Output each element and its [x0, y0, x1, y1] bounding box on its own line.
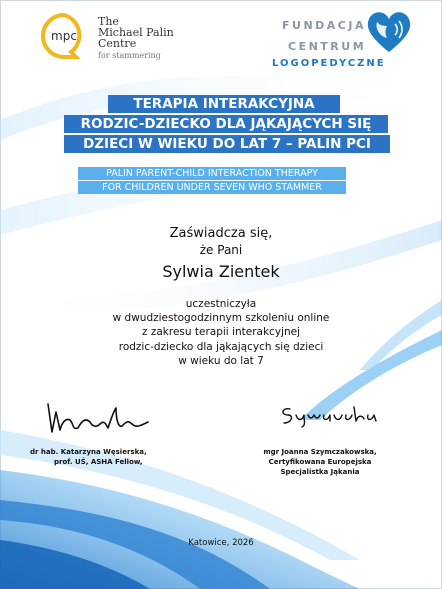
mpc-logo-mark: mpc	[51, 29, 77, 43]
body-line: rodzic-dziecko dla jąkających się dzieci	[118, 341, 324, 353]
signature-left	[44, 398, 154, 438]
foundation-word-logopedyczne: LOGOPEDYCZNE	[272, 58, 386, 69]
title-line-3: DZIECI W WIEKU DO LAT 7 – PALIN PCI	[64, 135, 390, 153]
mpc-line-michael-palin: Michael Palin	[98, 26, 174, 39]
mpc-logo-text	[98, 16, 174, 61]
place-and-date: Katowice, 2026	[188, 538, 254, 548]
signature-right	[276, 403, 386, 429]
title-line-2: RODZIC-DZIECKO DLA JĄKAJĄCYCH SIĘ	[64, 115, 388, 133]
signatory-right-caption	[250, 447, 390, 477]
foundation-word-fundacja: FUNDACJA	[282, 19, 366, 32]
body-line: z zakresu terapii interakcyjnej	[142, 326, 300, 338]
mpc-logo-icon	[40, 12, 88, 60]
mpc-line-the: The	[98, 15, 119, 28]
signatory-left-caption	[30, 447, 170, 467]
title-line-1: TERAPIA INTERAKCYJNA	[108, 95, 340, 113]
mpc-line-centre: Centre	[98, 37, 137, 50]
certify-line-2: że Pani	[199, 243, 243, 257]
signatory-left-line-1: dr hab. Katarzyna Węsierska,	[30, 448, 147, 456]
subtitle-line-2: FOR CHILDREN UNDER SEVEN WHO STAMMER	[78, 181, 346, 194]
signatory-right-line-1: mgr Joanna Szymczakowska,	[263, 448, 377, 456]
signatory-right-line-2: Certyfikowana Europejska	[268, 458, 372, 466]
mpc-line-for-stammering: for stammering	[98, 51, 161, 60]
subtitle-line-1: PALIN PARENT-CHILD INTERACTION THERAPY	[78, 167, 346, 180]
signatory-right-line-3: Specjalistka Jąkania	[280, 468, 360, 476]
signatory-left-line-2: prof. UŚ, ASHA Fellow,	[54, 458, 143, 466]
certify-line-1: Zaświadcza się,	[169, 226, 273, 241]
body-line: w dwudziestogodzinnym szkoleniu online	[112, 312, 330, 324]
body-line: uczestniczyła	[185, 298, 257, 310]
recipient-name: Sylwia Zientek	[162, 262, 280, 281]
heart-speech-icon	[365, 8, 413, 54]
foundation-word-centrum: CENTRUM	[288, 40, 367, 53]
body-line: w wieku do lat 7	[178, 355, 264, 367]
